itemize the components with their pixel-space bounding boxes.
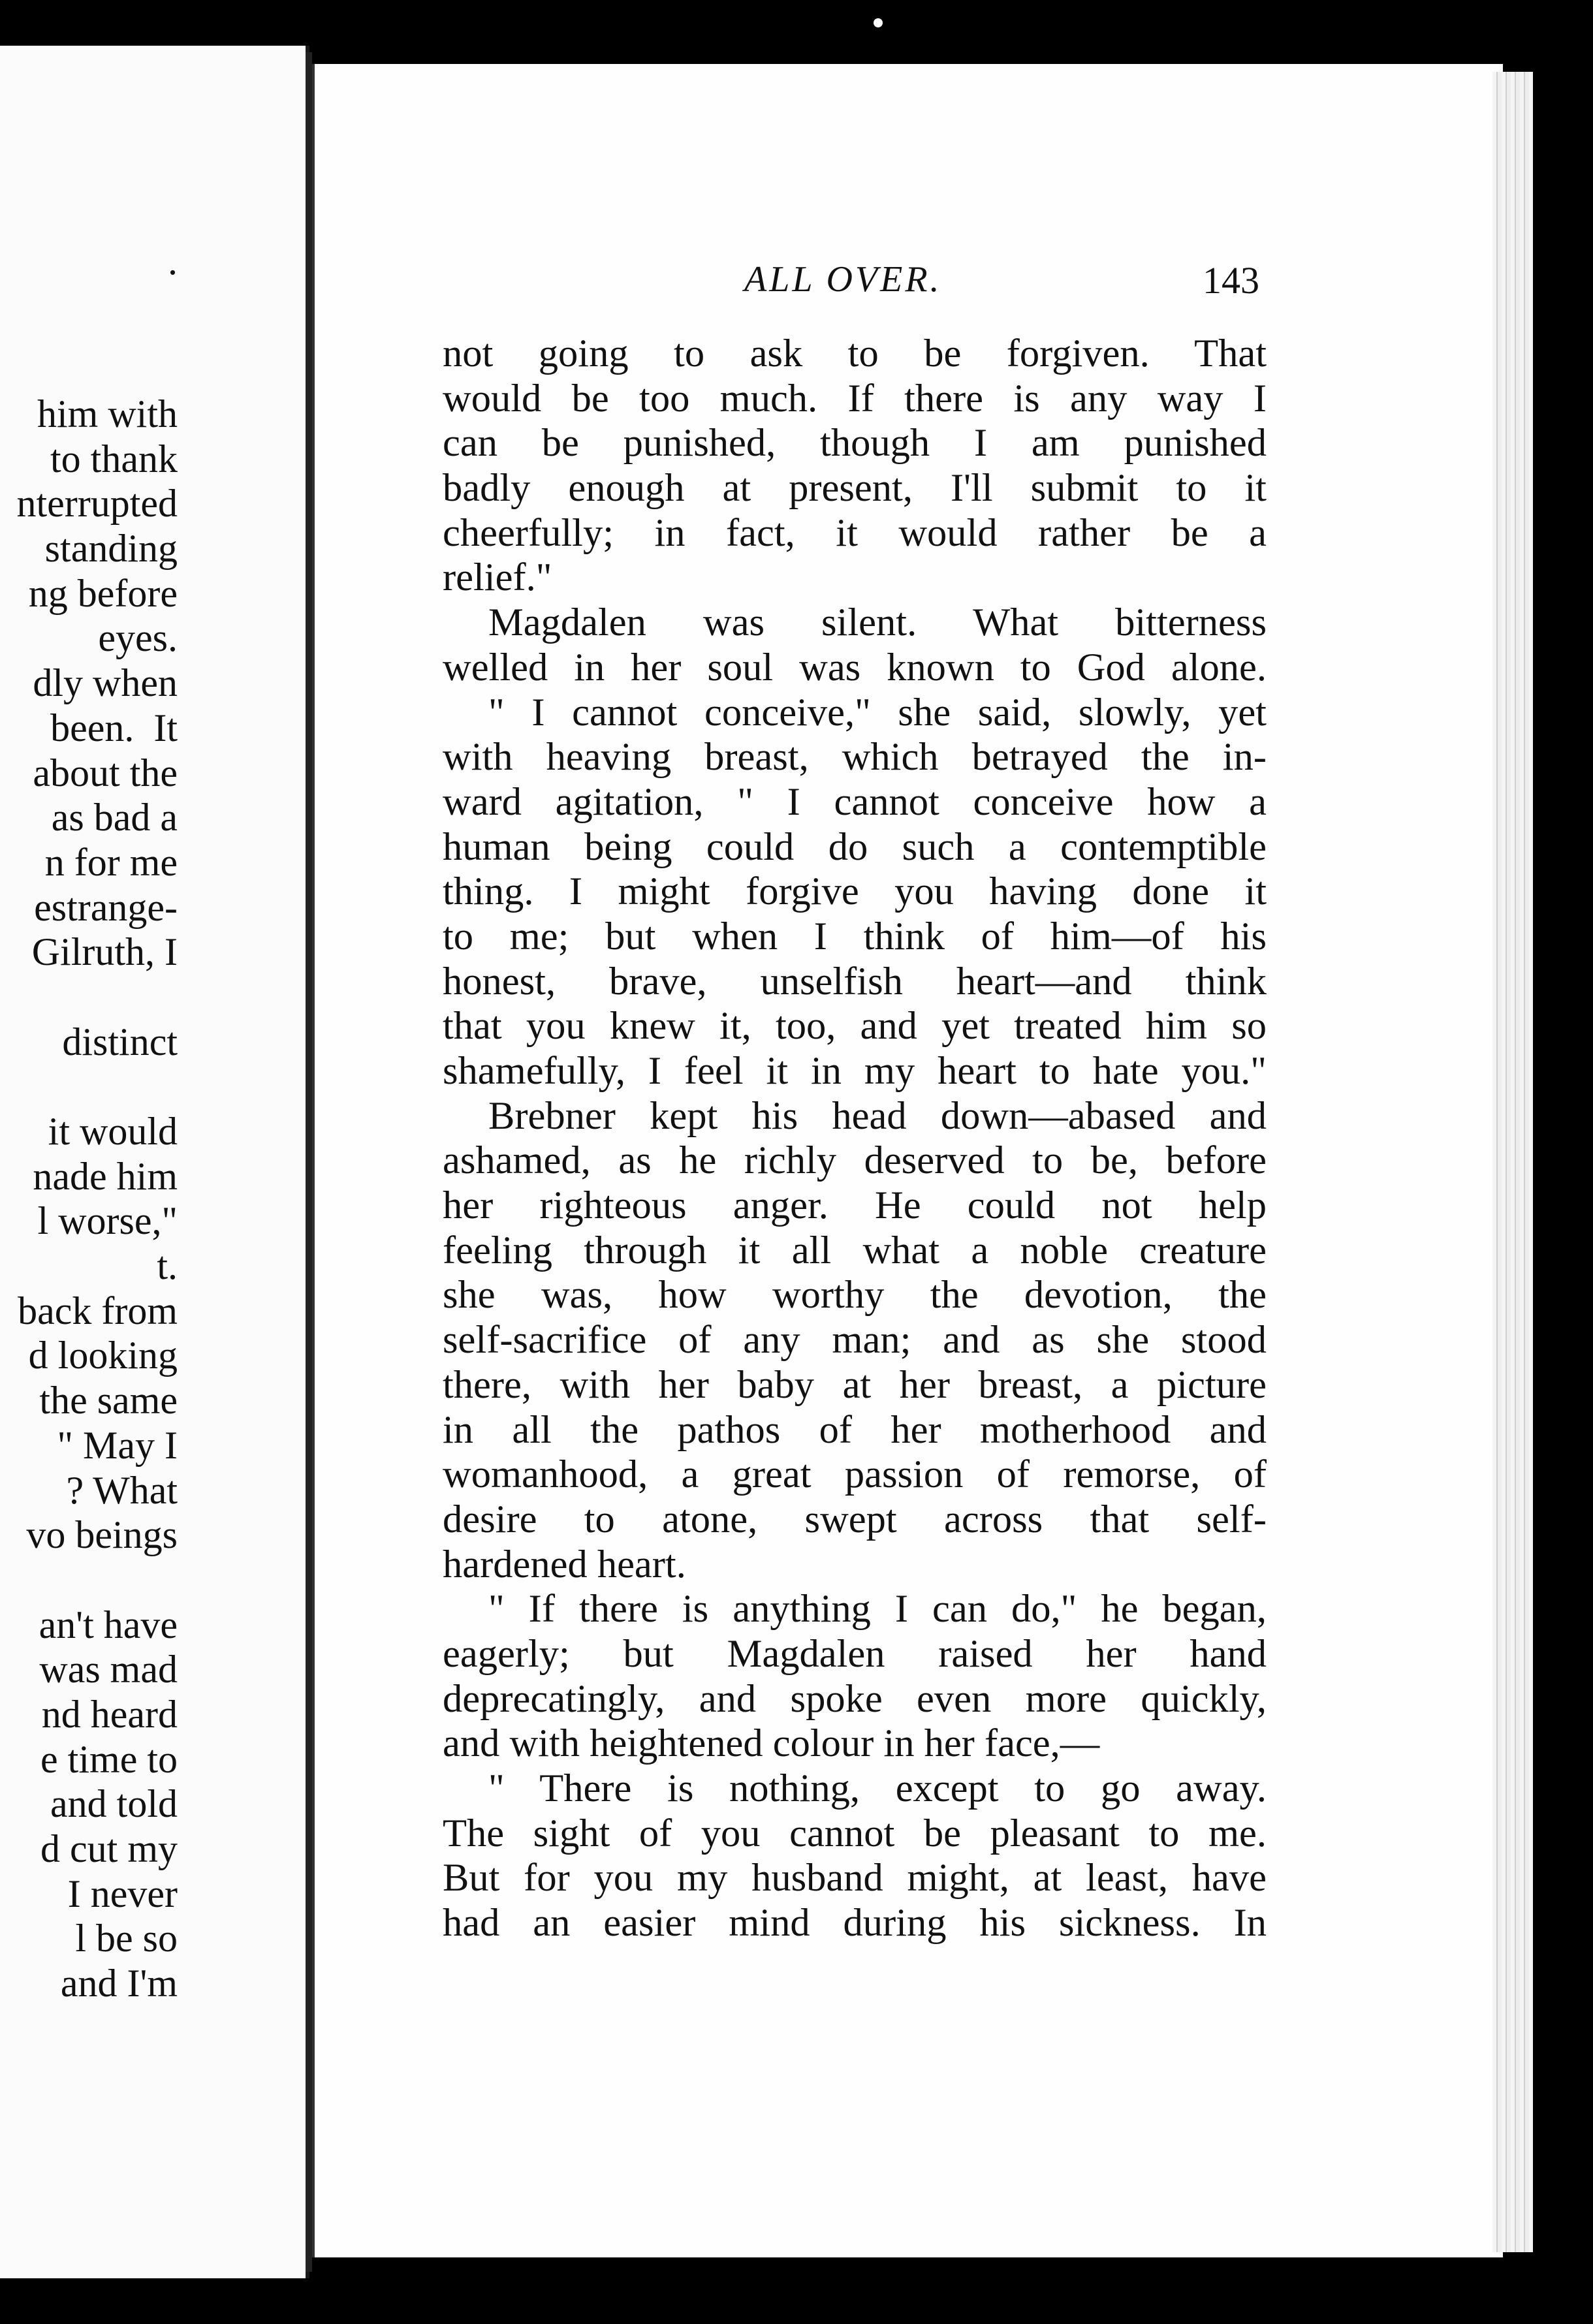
text-line: not going to ask to be forgiven. That: [443, 332, 1267, 375]
gutter: [306, 52, 312, 2272]
text-line: had an easier mind during his sickness. In: [443, 1901, 1267, 1945]
left-page-line: back from: [18, 1289, 178, 1332]
body-text: [443, 332, 1267, 1946]
running-head: ALL OVER.: [744, 259, 942, 300]
left-page-header-fragment: .: [168, 240, 178, 283]
text-line: " There is nothing, except to go away.: [488, 1767, 1267, 1810]
left-page-line: [0, 1558, 178, 1603]
text-line: ward agitation, " I cannot conceive how a: [443, 779, 1267, 824]
text-line: badly enough at present, I'll submit to it: [443, 466, 1267, 510]
text-line: Brebner kept his head down—abased and: [488, 1093, 1267, 1138]
left-page-line: l be so: [75, 1917, 178, 1960]
left-page-line: was mad: [39, 1648, 178, 1691]
left-page-line: I never: [67, 1872, 178, 1915]
left-page-line: it would: [48, 1110, 178, 1153]
left-page-line: e time to: [40, 1737, 178, 1781]
left-page-text: [0, 392, 178, 2006]
left-page: [0, 46, 309, 2278]
left-page-line: dly when: [33, 661, 178, 705]
text-line: welled in her soul was known to God alone.: [443, 645, 1267, 689]
left-page-line: d cut my: [40, 1827, 178, 1870]
text-line: she was, how worthy the devotion, the: [443, 1273, 1267, 1317]
text-line: womanhood, a great passion of remorse, of: [443, 1452, 1267, 1497]
text-line: desire to atone, swept across that self-: [443, 1497, 1267, 1541]
text-line: would be too much. If there is any way I: [443, 376, 1267, 420]
left-page-line: l worse,": [37, 1199, 178, 1243]
text-line: " If there is anything I can do," he began,: [488, 1587, 1267, 1631]
left-page-line: nd heard: [41, 1692, 178, 1736]
text-line: to me; but when I think of him—of his: [443, 914, 1267, 958]
text-line: and with heightened colour in her face,—: [443, 1721, 1100, 1766]
text-line: hardened heart.: [443, 1542, 686, 1586]
text-line: Magdalen was silent. What bitterness: [488, 601, 1267, 645]
text-line: can be punished, though I am punished: [443, 421, 1267, 465]
left-page-line: [0, 975, 178, 1020]
text-line: human being could do such a contemptible: [443, 824, 1267, 869]
text-line: there, with her baby at her breast, a picture: [443, 1362, 1267, 1407]
text-line: shamefully, I feel it in my heart to hate you.": [443, 1049, 1267, 1093]
left-page-line: and I'm: [60, 1962, 178, 2005]
text-line: self-sacrifice of any man; and as she stood: [443, 1318, 1267, 1362]
text-line: The sight of you cannot be pleasant to me.: [443, 1811, 1267, 1855]
left-page-line: ? What: [66, 1468, 178, 1512]
text-line: ashamed, as he richly deserved to be, before: [443, 1138, 1267, 1183]
text-line: eagerly; but Magdalen raised her hand: [443, 1631, 1267, 1676]
page-number: 143: [1203, 259, 1259, 302]
binding-mark: [874, 18, 883, 27]
text-line: deprecatingly, and spoke even more quickly,: [443, 1676, 1267, 1721]
left-page-line: " May I: [57, 1423, 178, 1467]
left-page-line: an't have: [39, 1603, 178, 1646]
left-page-line: to thank: [50, 437, 178, 480]
text-line: But for you my husband might, at least, have: [443, 1856, 1267, 1900]
text-line: her righteous anger. He could not help: [443, 1184, 1267, 1228]
left-page-line: n for me: [44, 840, 178, 884]
left-page-line: the same: [39, 1379, 178, 1422]
left-page-line: been. It: [50, 706, 178, 749]
text-line: cheerfully; in fact, it would rather be a: [443, 510, 1267, 555]
left-page-line: and told: [50, 1782, 178, 1826]
left-page-line: Gilruth, I: [31, 930, 178, 974]
left-page-line: nterrupted: [16, 482, 178, 526]
left-page-line: estrange-: [34, 885, 178, 929]
text-line: feeling through it all what a noble creature: [443, 1228, 1267, 1272]
left-page-line: ng before: [28, 571, 178, 615]
left-page-line: him with: [37, 392, 178, 435]
left-page-line: distinct: [62, 1020, 178, 1063]
left-page-line: eyes.: [98, 616, 178, 660]
left-page-line: [0, 1064, 178, 1109]
text-line: with heaving breast, which betrayed the in-: [443, 735, 1267, 779]
page-edges: [1492, 72, 1533, 2252]
text-line: honest, brave, unselfish heart—and think: [443, 959, 1267, 1003]
left-page-line: d looking: [28, 1334, 178, 1377]
text-line: thing. I might forgive you having done it: [443, 870, 1267, 914]
left-page-line: standing: [44, 527, 178, 571]
left-page-line: t.: [157, 1244, 178, 1288]
left-page-line: about the: [33, 751, 178, 794]
left-page-line: nade him: [33, 1154, 178, 1198]
text-line: in all the pathos of her motherhood and: [443, 1407, 1267, 1452]
text-line: relief.": [443, 556, 552, 600]
text-line: " I cannot conceive," she said, slowly, yet: [488, 690, 1267, 734]
left-page-line: as bad a: [51, 796, 178, 840]
text-line: that you knew it, too, and yet treated him so: [443, 1004, 1267, 1048]
left-page-line: vo beings: [26, 1513, 178, 1557]
